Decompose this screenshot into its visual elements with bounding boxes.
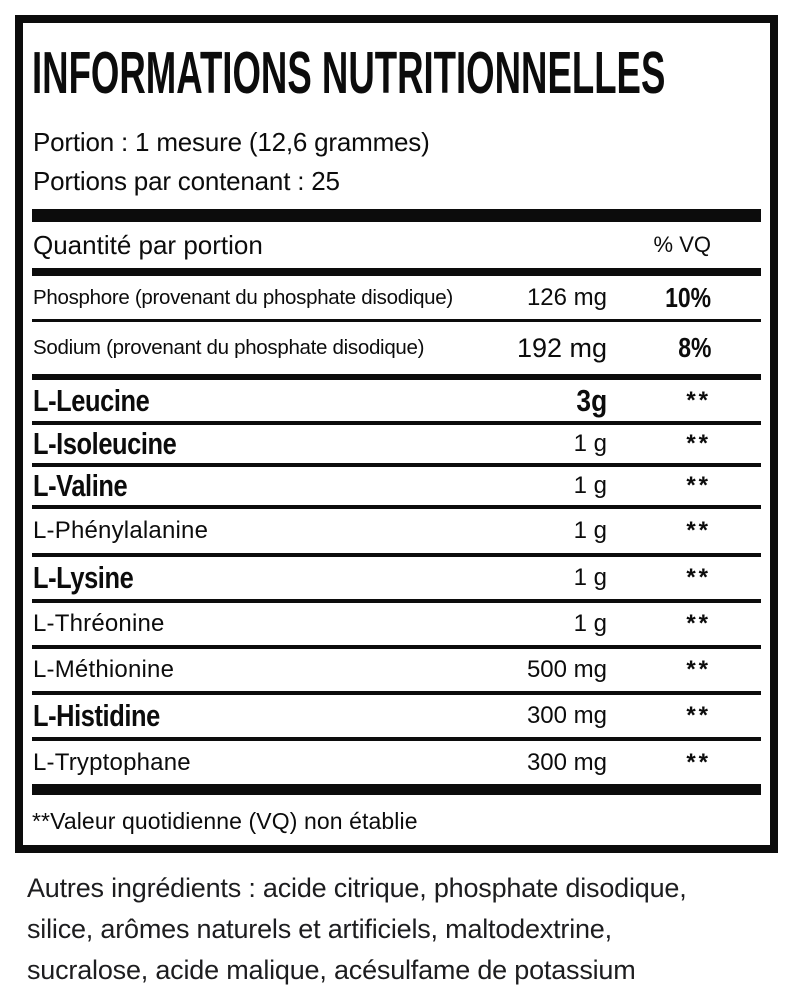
daily-value-header: % VQ bbox=[653, 232, 711, 257]
nutrient-daily-value: 8% bbox=[677, 332, 711, 363]
nutrient-name: L-Phénylalanine bbox=[33, 517, 209, 544]
nutrient-daily-value: ** bbox=[686, 472, 711, 499]
daily-value-footnote: **Valeur quotidienne (VQ) non établie bbox=[32, 808, 418, 834]
other-ingredients-line: silice, arômes naturels et artificiels, maltodextrine, bbox=[27, 914, 612, 944]
nutrient-amount: 1 g bbox=[573, 472, 607, 499]
table-row-histidine bbox=[32, 695, 761, 741]
nutrient-name: L-Isoleucine bbox=[33, 426, 177, 461]
nutrient-name: L-Méthionine bbox=[33, 656, 175, 683]
table-row-threonine bbox=[32, 603, 761, 649]
nutrient-amount: 1 g bbox=[573, 610, 607, 637]
nutrient-name: Sodium (provenant du phosphate disodique) bbox=[33, 336, 425, 359]
nutrient-name: L-Leucine bbox=[33, 382, 150, 418]
nutrient-daily-value: ** bbox=[686, 386, 711, 414]
nutrient-name: L-Histidine bbox=[33, 698, 160, 733]
servings-per-container-line: Portions par contenant : 25 bbox=[33, 166, 340, 196]
panel-title-text: INFORMATIONS NUTRITIONNELLES bbox=[32, 40, 666, 106]
divider-thick-top bbox=[32, 209, 761, 222]
nutrition-facts-panel bbox=[15, 15, 778, 853]
nutrient-daily-value: ** bbox=[686, 430, 711, 457]
nutrient-daily-value: ** bbox=[686, 748, 711, 776]
serving-size-line: Portion : 1 mesure (12,6 grammes) bbox=[33, 127, 430, 157]
nutrient-amount: 126 mg bbox=[526, 283, 607, 311]
table-row-lysine bbox=[32, 557, 761, 603]
table-row-valine bbox=[32, 467, 761, 509]
nutrient-name: L-Tryptophane bbox=[33, 748, 191, 776]
nutrient-amount: 300 mg bbox=[526, 748, 607, 776]
nutrient-amount: 3g bbox=[576, 382, 607, 418]
nutrient-name: L-Lysine bbox=[33, 560, 134, 595]
table-row-isoleucine bbox=[32, 425, 761, 467]
table-row-methionine bbox=[32, 649, 761, 695]
divider-thick-bottom bbox=[32, 784, 761, 795]
other-ingredients-line: sucralose, acide malique, acésulfame de potassium bbox=[27, 955, 636, 985]
nutrient-daily-value: ** bbox=[686, 610, 711, 637]
nutrient-amount: 192 mg bbox=[516, 332, 607, 363]
other-ingredients-line: Autres ingrédients : acide citrique, phosphate disodique, bbox=[27, 873, 687, 903]
nutrient-daily-value: ** bbox=[686, 517, 711, 544]
table-header-row bbox=[32, 222, 761, 268]
nutrient-daily-value: ** bbox=[686, 564, 711, 591]
table-row-sodium bbox=[32, 322, 761, 380]
nutrient-amount: 300 mg bbox=[526, 702, 607, 729]
table-row-tryptophane bbox=[32, 741, 761, 784]
nutrient-daily-value: ** bbox=[686, 656, 711, 683]
nutrient-amount: 500 mg bbox=[526, 656, 607, 683]
table-row-leucine bbox=[32, 380, 761, 425]
nutrient-name: Phosphore (provenant du phosphate disodique) bbox=[33, 285, 453, 309]
nutrient-amount: 1 g bbox=[573, 517, 607, 544]
table-row-phenylalanine bbox=[32, 509, 761, 557]
table-row-phosphore bbox=[32, 276, 761, 322]
nutrient-name: L-Valine bbox=[33, 468, 128, 503]
nutrient-amount: 1 g bbox=[573, 564, 607, 591]
nutrient-amount: 1 g bbox=[573, 430, 607, 457]
other-ingredients-paragraph bbox=[27, 868, 783, 991]
nutrient-daily-value: ** bbox=[686, 702, 711, 729]
amount-per-serving-header: Quantité par portion bbox=[33, 229, 263, 260]
panel-title bbox=[32, 39, 761, 107]
divider-medium-header bbox=[32, 268, 761, 276]
nutrient-name: L-Thréonine bbox=[33, 610, 165, 637]
nutrient-daily-value: 10% bbox=[665, 281, 711, 313]
